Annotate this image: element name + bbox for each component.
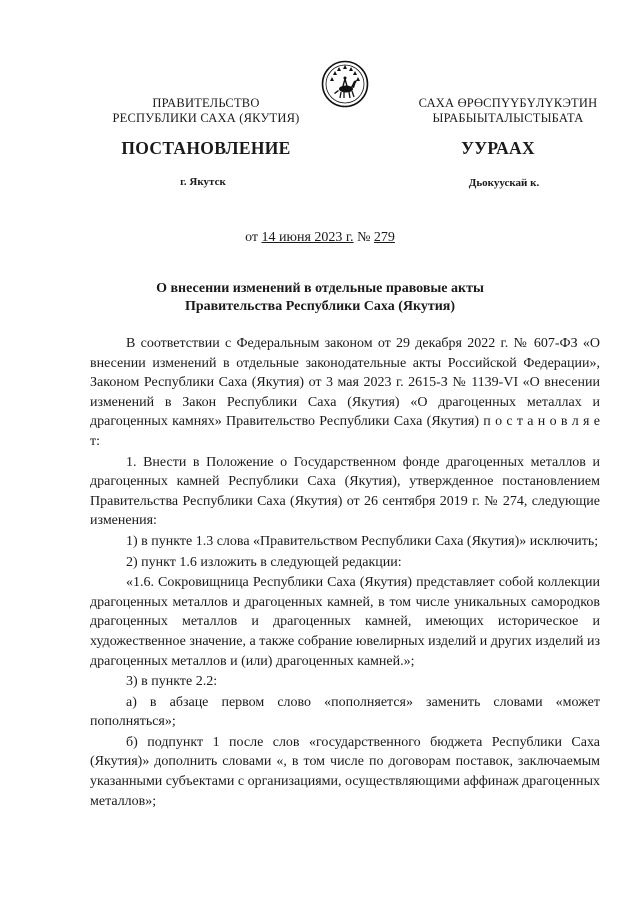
document-body (90, 334, 600, 812)
paragraph-item-1: 1. Внести в Положение о Государственном фонде драгоценных металлов и драгоценных камней Республики Саха (Якутия), утвержденное постановлением Правительства Республики Саха (Якутия) от 26 сентября 2019 г. № 274, следующие изменения: (90, 454, 600, 529)
paragraph-subitem-1: 1) в пункте 1.3 слова «Правительством Республики Саха (Якутия)» исключить; (126, 533, 599, 549)
document-title-line2: Правительства Республики Саха (Якутия) (184, 298, 456, 314)
government-name-sah-line2: ЫРАБЫЫТАЛЫСТЫБАТА (432, 111, 584, 125)
document-title (90, 280, 550, 315)
document-date: 14 июня 2023 г. (261, 230, 354, 245)
government-name-ru (88, 96, 324, 126)
government-name-sah-line1: САХА ӨРӨСПҮҮБҮЛҮКЭТИН (418, 96, 598, 110)
document-type-sah: УУРААХ (461, 138, 535, 158)
paragraph-subitem-b: б) подпункт 1 после слов «государственного бюджета Республики Саха (Якутия)» дополнить словами «, в том числе по договорам поставок, заключаемым указанными субъектами с организациями, осуществляющими аффинаж драгоценных металлов»; (90, 734, 600, 809)
government-name-ru-line1: ПРАВИТЕЛЬСТВО (152, 96, 260, 110)
document-dateline (120, 230, 520, 246)
document-number: 279 (373, 230, 395, 245)
paragraph-subitem-2: 2) пункт 1.6 изложить в следующей редакции: (126, 554, 402, 570)
city-sah: Дьокуускай к. (468, 177, 540, 189)
document-title-line1: О внесении изменений в отдельные правовые акты (156, 281, 484, 296)
paragraph-new-text-1-6: «1.6. Сокровищница Республики Саха (Якутия) представляет собой коллекции драгоценных металлов и драгоценных камней, в том числе уникальных самородков драгоценных металлов и драгоценных камней, имеющих историческое и художественное значение, а также собрание ювелирных изделий и других изделий из драгоценных металлов и (или) драгоценных камней.»; (90, 575, 600, 669)
yakutia-coat-of-arms-icon (321, 60, 369, 108)
paragraph-subitem-a: а) в абзаце первом слово «пополняется» заменить словами «может пополняться»; (90, 694, 600, 730)
government-name-ru-line2: РЕСПУБЛИКИ САХА (ЯКУТИЯ) (112, 111, 300, 125)
date-prefix: от (245, 230, 259, 245)
number-prefix: № (357, 230, 371, 245)
paragraph-subitem-3: 3) в пункте 2.2: (126, 674, 218, 690)
paragraph-preamble: В соответствии с Федеральным законом от 29 декабря 2022 г. № 607-ФЗ «О внесении изменений в отдельные законодательные акты Российской Федерации», Законом Республики Саха (Якутия) от 3 мая 2023 г. 2615-З № 1139-VI «О внесении изменений в Закон Республики Саха (Якутия) «О драгоценных металлах и драгоценных камнях» Правительство Республики Саха (Якутия) п о с т а н о в л я е т: (90, 336, 600, 449)
city-ru: г. Якутск (180, 176, 226, 188)
document-type-ru: ПОСТАНОВЛЕНИЕ (121, 138, 291, 158)
government-name-sah (388, 96, 628, 126)
